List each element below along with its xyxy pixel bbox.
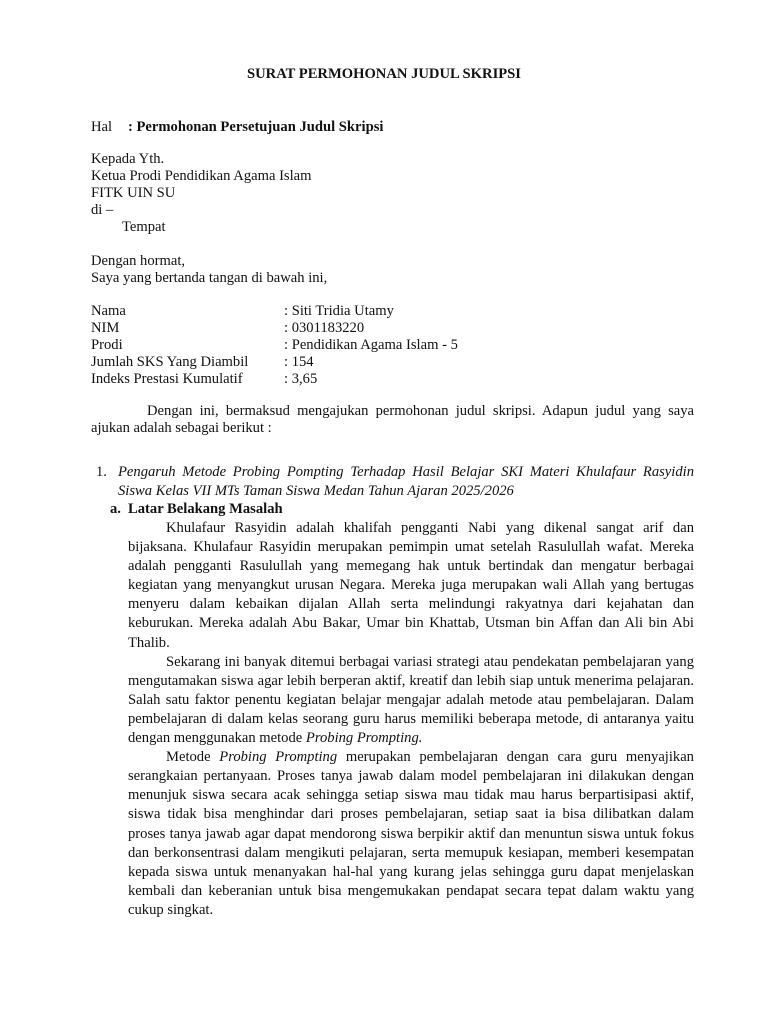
- section-title: Latar Belakang Masalah: [128, 501, 283, 517]
- subject-value: : Permohonan Persetujuan Judul Skripsi: [128, 119, 384, 135]
- identity-row: [91, 303, 458, 320]
- background-paragraph-1: Khulafaur Rasyidin adalah khalifah pengganti Nabi yang dikenal sangat arif dan bijaksana. Khulafaur Rasyidin merupakan pemimpin umat setelah Rasulullah wafat. Mereka adalah pengganti Rasulullah yang memegang hak untuk bertindak dan mengatur berbagai kegiatan yang menyangkut urusan Negara. Mereka juga merupakan wali Allah yang bertugas menyeru dalam kebaikan dijalan Allah serta melindungi rakyatnya dari kejahatan dan keburukan. Mereka adalah Abu Bakar, Umar bin Khattab, Utsman bin Affan dan Ali bin Abi Thalib.: [128, 520, 694, 651]
- identity-row: [91, 320, 458, 337]
- identity-value: : Siti Tridia Utamy: [284, 303, 394, 319]
- identity-row: [91, 354, 458, 371]
- intro-paragraph: [91, 403, 694, 437]
- section-heading: [110, 501, 283, 518]
- greeting-block: [91, 253, 327, 287]
- recipient-line: FITK UIN SU: [91, 185, 176, 201]
- identity-label: Prodi: [91, 337, 123, 353]
- document-title: SURAT PERMOHONAN JUDUL SKRIPSI: [247, 66, 521, 82]
- identity-row: [91, 337, 458, 354]
- identity-value: : Pendidikan Agama Islam - 5: [284, 337, 458, 353]
- identity-value: : 154: [284, 354, 314, 370]
- recipient-line: Ketua Prodi Pendidikan Agama Islam: [91, 168, 312, 184]
- paragraph-text: Metode: [166, 749, 211, 766]
- identity-row: [91, 371, 458, 388]
- paragraph-text: Sekarang ini banyak ditemui berbagai variasi strategi atau pendekatan pembelajaran yang mengutamakan siswa agar lebih berperan aktif, kreatif dan lebih siap untuk menerima pelajaran. Salah satu faktor penentu kegiatan belajar mengajar adalah metode atau pembelajaran. Dalam pembelajaran di dalam kelas seorang guru harus memiliki beberapa metode, di antaranya yaitu dengan menggunakan metode: [128, 653, 694, 747]
- method-name-italic: Probing Prompting.: [305, 730, 423, 747]
- proposal-title: Pengaruh Metode Probing Pompting Terhadap Hasil Belajar SKI Materi Khulafaur Rasyidin Siswa Kelas VII MTs Taman Siswa Medan Tahun Ajaran 2025/2026: [118, 464, 694, 499]
- proposal-title-item: [96, 463, 694, 501]
- section-letter: a.: [110, 501, 121, 517]
- background-section: [128, 519, 694, 920]
- subject-line: [91, 119, 383, 136]
- identity-value: : 0301183220: [284, 320, 365, 336]
- subject-label: Hal: [91, 119, 113, 135]
- recipient-line: Kepada Yth.: [91, 151, 165, 167]
- identity-label: Jumlah SKS Yang Diambil: [91, 354, 249, 370]
- paragraph-text: merupakan pembelajaran dengan cara guru menyajikan serangkaian pertanyaan. Proses tanya jawab dalam model pembelajaran ini dilakukan dengan menunjuk siswa secara acak sehingga setiap siswa mau tidak mau harus berpartisipasi aktif, siswa tidak bisa menghindar dari proses pembelajaran, setiap saat ia bisa dilibatkan dalam proses tanya jawab agar dapat mendorong siswa berpikir aktif dan menuntun siswa untuk fokus dan berkonsentrasi dalam mengikuti pelajaran, serta memupuk kesiapan, memberi kesempatan kepada siswa untuk menanyakan hal-hal yang kurang jelas sehingga guru dapat menjelaskan kembali dan keberanian untuk bisa mengemukakan pendapat secara tepat dalam waktu yang cukup singkat.: [128, 749, 694, 918]
- greeting-line: Dengan hormat,: [91, 253, 186, 269]
- intro-text: Dengan ini, bermaksud mengajukan permohonan judul skripsi. Adapun judul yang saya ajukan adalah sebagai berikut :: [91, 403, 694, 436]
- background-paragraph-2: [128, 653, 694, 748]
- recipient-line: di –: [91, 202, 114, 218]
- proposal-number: 1.: [96, 464, 107, 480]
- recipient-block: [91, 151, 312, 236]
- identity-label: Indeks Prestasi Kumulatif: [91, 371, 243, 387]
- identity-label: Nama: [91, 303, 126, 319]
- recipient-place: Tempat: [122, 219, 166, 235]
- background-paragraph-3: [128, 748, 694, 920]
- method-name-italic: Probing Prompting: [219, 749, 338, 766]
- identity-value: : 3,65: [284, 371, 318, 387]
- identity-label: NIM: [91, 320, 120, 336]
- identity-table: [91, 303, 458, 388]
- greeting-line: Saya yang bertanda tangan di bawah ini,: [91, 270, 328, 286]
